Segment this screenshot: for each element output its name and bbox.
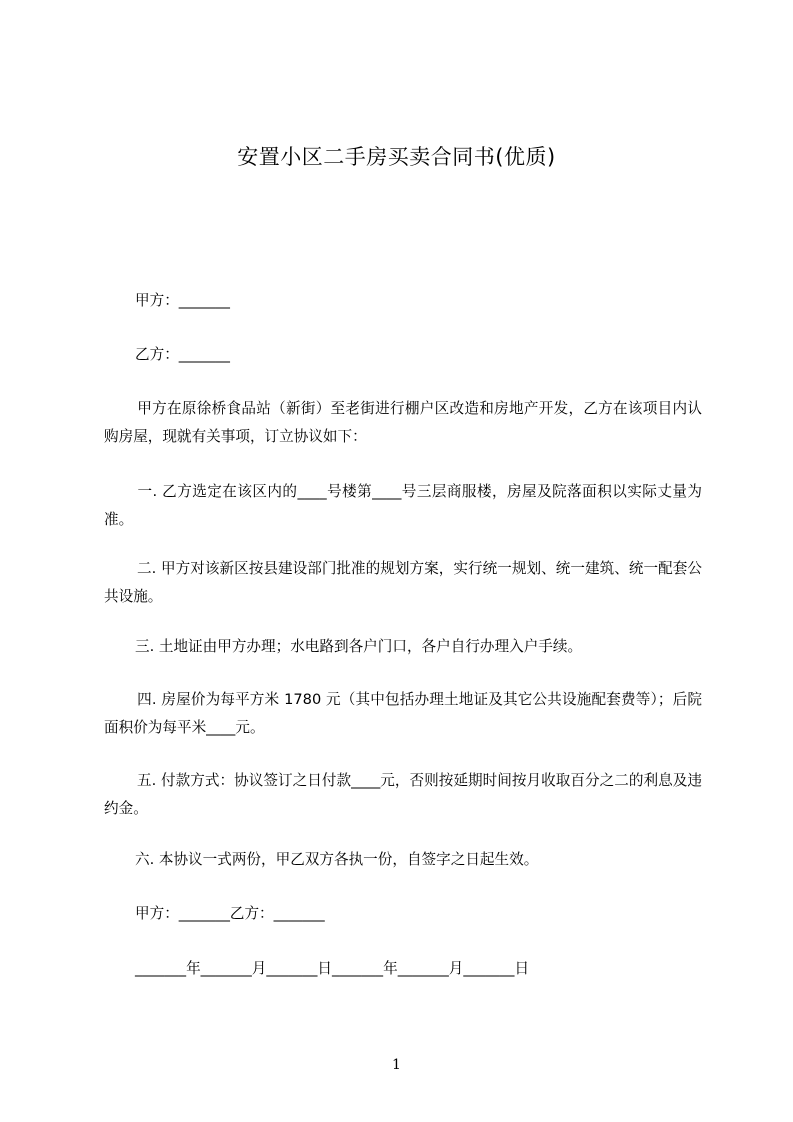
signature-text: 甲方：_______乙方：_______: [135, 905, 325, 922]
clause-6-text: 六. 本协议一式两份，甲乙双方各执一份，自签字之日起生效。: [135, 851, 539, 868]
clause-5-text: 五. 付款方式：协议签订之日付款____元，否则按延期时间按月收取百分之二的利息及违约金。: [104, 772, 702, 817]
page-number: 1: [392, 1057, 401, 1073]
party-b-label: 乙方：_______: [135, 346, 230, 363]
clause-4-paragraph: [104, 686, 702, 742]
party-a-field: [104, 286, 704, 315]
clause-1-text: 一. 乙方选定在该区内的____号楼第____号三层商服楼，房屋及院落面积以实际丈量为准。: [104, 483, 702, 528]
intro-paragraph: [104, 395, 702, 451]
clause-3-paragraph: [104, 633, 702, 661]
intro-text: 甲方在原徐桥食品站（新街）至老街进行棚户区改造和房地产开发，乙方在该项目内认购房屋，现就有关事项，订立协议如下：: [104, 400, 702, 445]
clause-4-text: 四. 房屋价为每平方米 1780 元（其中包括办理土地证及其它公共设施配套费等）；后院面积价为每平米____元。: [104, 691, 702, 736]
clause-6-paragraph: [104, 846, 702, 874]
party-b-field: [104, 340, 704, 369]
party-a-label: 甲方：_______: [135, 292, 230, 309]
clause-1-paragraph: [104, 478, 702, 534]
clause-2-paragraph: [104, 555, 702, 611]
date-line: [104, 954, 704, 983]
signature-line: [104, 899, 704, 928]
document-title: 安置小区二手房买卖合同书(优质): [237, 145, 556, 169]
clause-3-text: 三. 土地证由甲方办理；水电路到各户门口，各户自行办理入户手续。: [135, 638, 583, 655]
clause-2-text: 二. 甲方对该新区按县建设部门批准的规划方案，实行统一规划、统一建筑、统一配套公共设施。: [104, 560, 702, 605]
clause-5-paragraph: [104, 767, 702, 823]
date-text: _______年_______月_______日_______年_______月_______日: [135, 960, 530, 977]
